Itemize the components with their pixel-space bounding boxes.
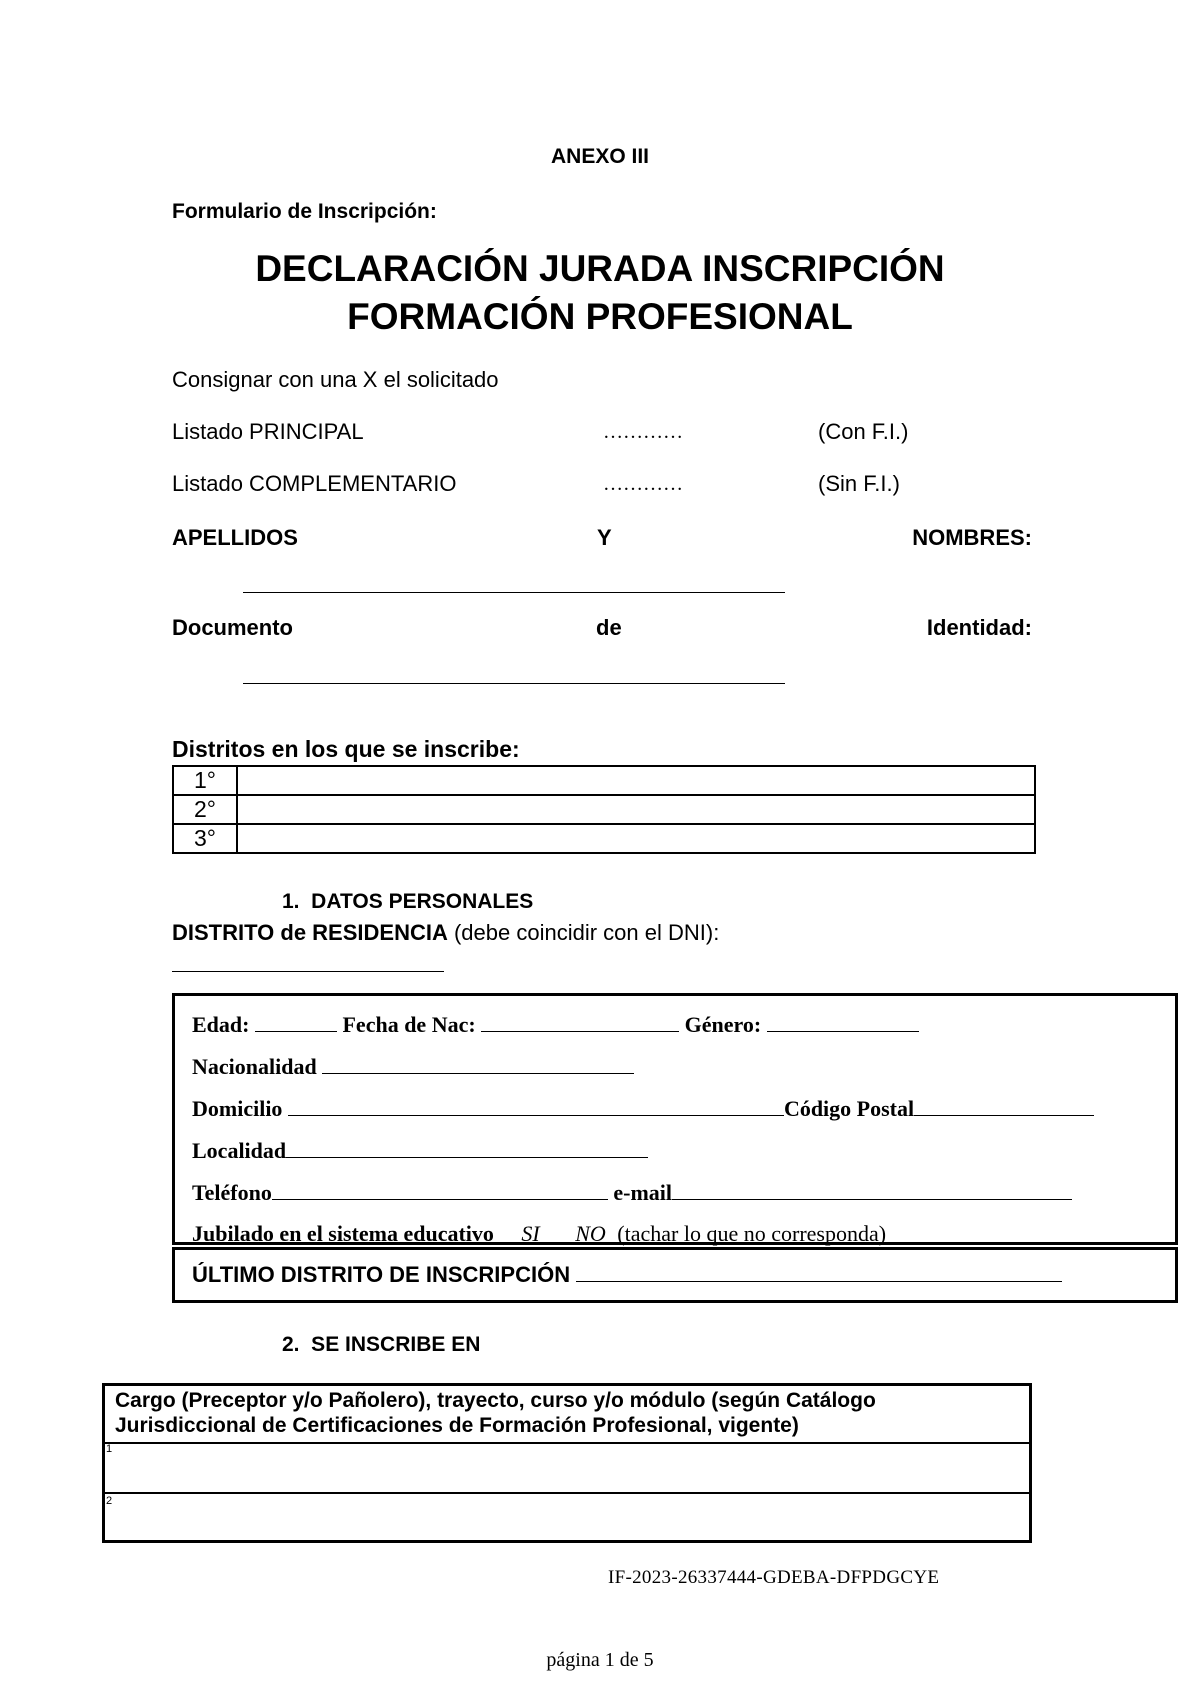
jubilado-option-si[interactable]: SI bbox=[521, 1221, 540, 1246]
document-input-line[interactable] bbox=[243, 683, 785, 684]
genero-input[interactable] bbox=[767, 1013, 919, 1032]
district-number: 1° bbox=[173, 766, 237, 795]
districts-table bbox=[172, 765, 1036, 854]
edad-input[interactable] bbox=[255, 1013, 337, 1032]
listing-instruction: Consignar con una X el solicitado bbox=[172, 367, 499, 392]
names-input-line[interactable] bbox=[243, 592, 785, 593]
fecha-nac-label: Fecha de Nac: bbox=[342, 1012, 476, 1037]
row-number: 1 bbox=[106, 1443, 113, 1455]
table-row bbox=[173, 766, 1035, 795]
table-row bbox=[173, 795, 1035, 824]
telefono-input[interactable] bbox=[272, 1181, 608, 1200]
row-telefono-email bbox=[192, 1180, 1072, 1206]
residence-label: DISTRITO de RESIDENCIA bbox=[172, 920, 448, 945]
localidad-label: Localidad bbox=[192, 1138, 287, 1163]
genero-label: Género: bbox=[684, 1012, 762, 1037]
section-heading-enrollment: 2. SE INSCRIBE EN bbox=[282, 1333, 481, 1356]
codigo-postal-label: Código Postal bbox=[783, 1096, 915, 1121]
row-number: 2 bbox=[106, 1495, 113, 1507]
page-number: página 1 de 5 bbox=[546, 1649, 654, 1671]
enrollment-table-header bbox=[105, 1386, 1029, 1444]
enrollment-header-line1: Cargo (Preceptor y/o Pañolero), trayecto, curso y/o módulo (según Catálogo bbox=[115, 1389, 876, 1412]
fecha-nac-input[interactable] bbox=[481, 1013, 679, 1032]
page-title-line2: FORMACIÓN PROFESIONAL bbox=[347, 296, 853, 337]
codigo-postal-input[interactable] bbox=[914, 1097, 1094, 1116]
last-district-label: ÚLTIMO DISTRITO DE INSCRIPCIÓN bbox=[192, 1262, 571, 1287]
table-row[interactable] bbox=[105, 1442, 1029, 1494]
annex-label: ANEXO III bbox=[550, 145, 650, 168]
listing-principal-label: Listado PRINCIPAL bbox=[172, 419, 364, 444]
edad-label: Edad: bbox=[192, 1012, 250, 1037]
email-input[interactable] bbox=[672, 1181, 1072, 1200]
table-row[interactable] bbox=[105, 1494, 1029, 1544]
district-input-cell[interactable] bbox=[237, 766, 1035, 795]
enrollment-table bbox=[102, 1383, 1032, 1543]
listing-principal-note: (Con F.I.) bbox=[818, 419, 909, 444]
telefono-label: Teléfono bbox=[192, 1180, 272, 1205]
enrollment-header-line2: Jurisdiccional de Certificaciones de Formación Profesional, vigente) bbox=[115, 1414, 799, 1437]
domicilio-label: Domicilio bbox=[192, 1096, 283, 1121]
district-input-cell[interactable] bbox=[237, 824, 1035, 853]
last-district-box bbox=[172, 1247, 1178, 1303]
domicilio-input[interactable] bbox=[288, 1097, 784, 1116]
residence-note: (debe coincidir con el DNI): bbox=[453, 920, 720, 945]
section-heading-personal-data: 1. DATOS PERSONALES bbox=[282, 890, 534, 913]
document-word-identidad: Identidad: bbox=[926, 615, 1032, 640]
district-number: 3° bbox=[173, 824, 237, 853]
email-label: e-mail bbox=[613, 1180, 673, 1205]
residence-input-line[interactable] bbox=[172, 971, 444, 972]
document-word-de: de bbox=[596, 615, 622, 640]
row-jubilado bbox=[192, 1221, 886, 1247]
personal-data-box bbox=[172, 993, 1178, 1245]
jubilado-option-no[interactable]: NO bbox=[575, 1221, 606, 1246]
names-word-apellidos: APELLIDOS bbox=[172, 525, 298, 550]
listing-complementario-note: (Sin F.I.) bbox=[818, 471, 900, 496]
residence-row bbox=[172, 920, 719, 946]
jubilado-label: Jubilado en el sistema educativo bbox=[192, 1221, 494, 1246]
document-word-documento: Documento bbox=[172, 615, 293, 640]
row-domicilio bbox=[192, 1096, 1094, 1122]
page-title-line1: DECLARACIÓN JURADA INSCRIPCIÓN bbox=[255, 248, 945, 289]
row-nacionalidad bbox=[192, 1054, 634, 1080]
last-district-input[interactable] bbox=[576, 1263, 1062, 1282]
names-word-y: Y bbox=[597, 525, 612, 550]
form-label: Formulario de Inscripción: bbox=[172, 200, 437, 223]
nacionalidad-label: Nacionalidad bbox=[192, 1054, 317, 1079]
last-district-row bbox=[192, 1262, 1062, 1288]
names-word-nombres: NOMBRES: bbox=[912, 525, 1032, 550]
row-edad-fecha-genero bbox=[192, 1012, 919, 1038]
district-input-cell[interactable] bbox=[237, 795, 1035, 824]
nacionalidad-input[interactable] bbox=[322, 1055, 634, 1074]
listing-principal-mark-field[interactable]: ………… bbox=[603, 421, 683, 443]
table-row bbox=[173, 824, 1035, 853]
localidad-input[interactable] bbox=[286, 1139, 648, 1158]
document-id: IF-2023-26337444-GDEBA-DFPDGCYE bbox=[608, 1567, 940, 1588]
listing-complementario-mark-field[interactable]: ………… bbox=[603, 473, 683, 495]
district-number: 2° bbox=[173, 795, 237, 824]
row-localidad bbox=[192, 1138, 648, 1164]
listing-complementario-label: Listado COMPLEMENTARIO bbox=[172, 471, 457, 496]
districts-heading: Distritos en los que se inscribe: bbox=[172, 736, 520, 762]
jubilado-instruction: (tachar lo que no corresponda) bbox=[617, 1221, 887, 1246]
